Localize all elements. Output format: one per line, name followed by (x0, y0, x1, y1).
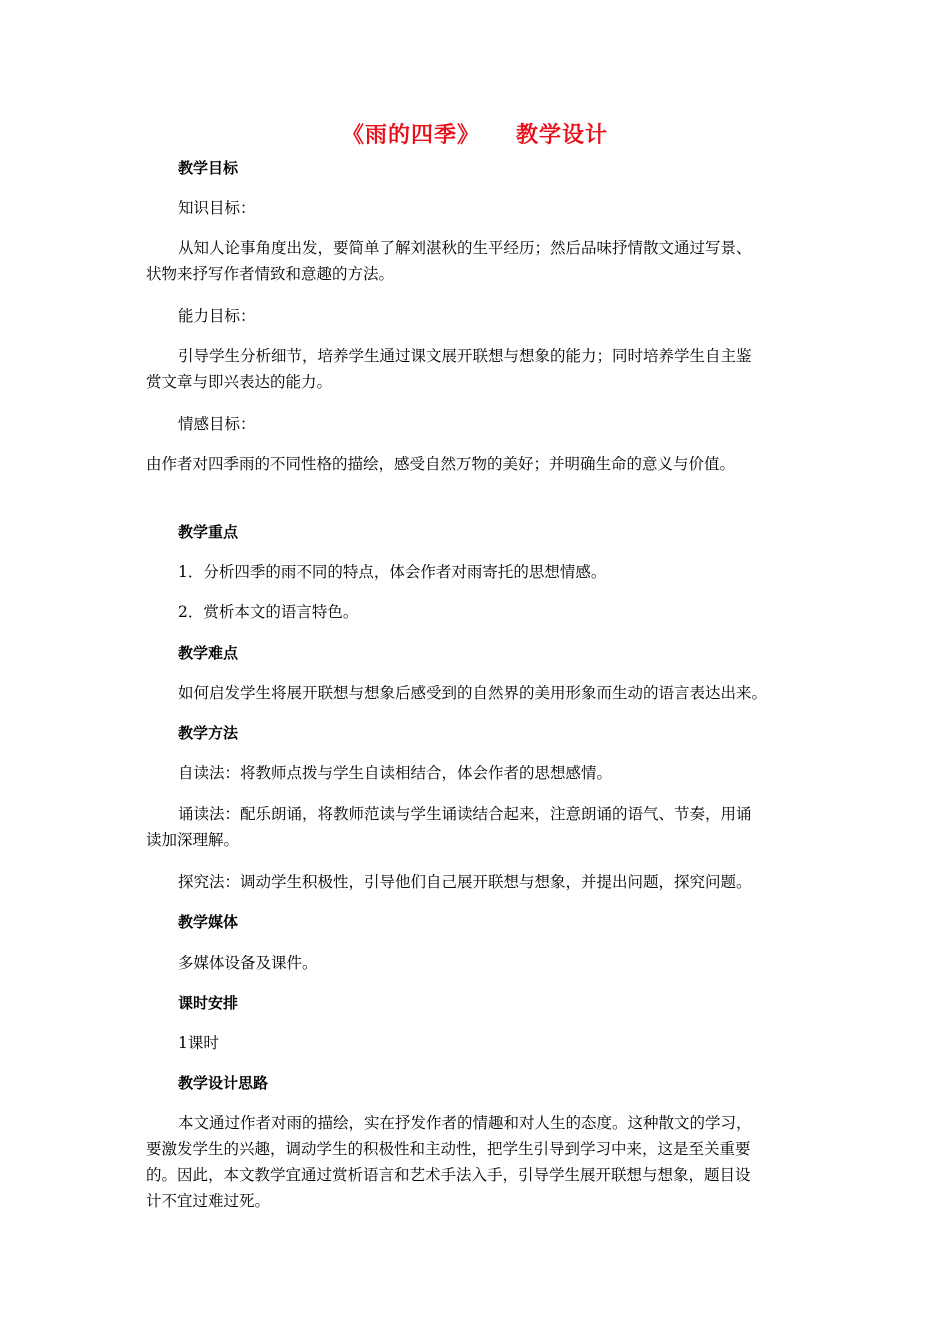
paragraph-line: 从知人论事角度出发，要简单了解刘湛秋的生平经历；然后品味抒情散文通过写景、 (178, 239, 752, 257)
heading-methods: 教学方法 (178, 724, 239, 742)
title-book-name: 《雨的四季》 (341, 122, 480, 148)
knowledge-goal-label: 知识目标： (178, 199, 256, 217)
paragraph-line: 本文通过作者对雨的描绘，实在抒发作者的情趣和对人生的态度。这种散文的学习， (178, 1114, 752, 1132)
paragraph-line: 状物来抒写作者情致和意趣的方法。 (146, 265, 395, 283)
paragraph-line: 的。因此，本文教学宜通过赏析语言和艺术手法入手，引导学生展开联想与想象，题目设 (146, 1166, 751, 1184)
paragraph-line: 赏文章与即兴表达的能力。 (146, 373, 333, 391)
method-self-read: 自读法：将教师点拨与学生自读相结合，体会作者的思想感情。 (178, 764, 613, 782)
method-recite-paragraph (146, 801, 806, 853)
title-suffix: 教学设计 (516, 122, 609, 148)
paragraph-line: 读加深理解。 (146, 831, 240, 849)
key-point-item: 2．赏析本文的语言特色。 (178, 603, 359, 621)
heading-schedule: 课时安排 (178, 994, 239, 1012)
difficulty-text: 如何启发学生将展开联想与想象后感受到的自然界的美用形象而生动的语言表达出来。 (178, 684, 768, 702)
key-point-item: 1．分析四季的雨不同的特点，体会作者对雨寄托的思想情感。 (178, 563, 607, 581)
document-title (0, 120, 950, 150)
paragraph-line: 计不宜过难过死。 (146, 1192, 271, 1210)
paragraph-line: 诵读法：配乐朗诵，将教师范读与学生诵读结合起来，注意朗诵的语气、节奏，用诵 (178, 805, 752, 823)
heading-design-ideas: 教学设计思路 (178, 1074, 269, 1092)
schedule-text: 1课时 (178, 1034, 219, 1052)
heading-teaching-goals: 教学目标 (178, 159, 239, 177)
paragraph-line: 要激发学生的兴趣，调动学生的积极性和主动性，把学生引导到学习中来，这是至关重要 (146, 1140, 751, 1158)
emotion-goal-label: 情感目标： (178, 415, 256, 433)
heading-key-points: 教学重点 (178, 523, 239, 541)
ability-goal-paragraph (146, 343, 806, 395)
method-explore: 探究法：调动学生积极性，引导他们自己展开联想与想象，并提出问题，探究问题。 (178, 873, 752, 891)
design-ideas-paragraph (146, 1110, 806, 1214)
ability-goal-label: 能力目标： (178, 307, 256, 325)
knowledge-goal-paragraph (146, 235, 806, 287)
media-text: 多媒体设备及课件。 (178, 954, 318, 972)
emotion-goal-text: 由作者对四季雨的不同性格的描绘，感受自然万物的美好；并明确生命的意义与价值。 (146, 455, 736, 473)
heading-media: 教学媒体 (178, 913, 239, 931)
paragraph-line: 引导学生分析细节，培养学生通过课文展开联想与想象的能力；同时培养学生自主鉴 (178, 347, 752, 365)
heading-difficulties: 教学难点 (178, 644, 239, 662)
